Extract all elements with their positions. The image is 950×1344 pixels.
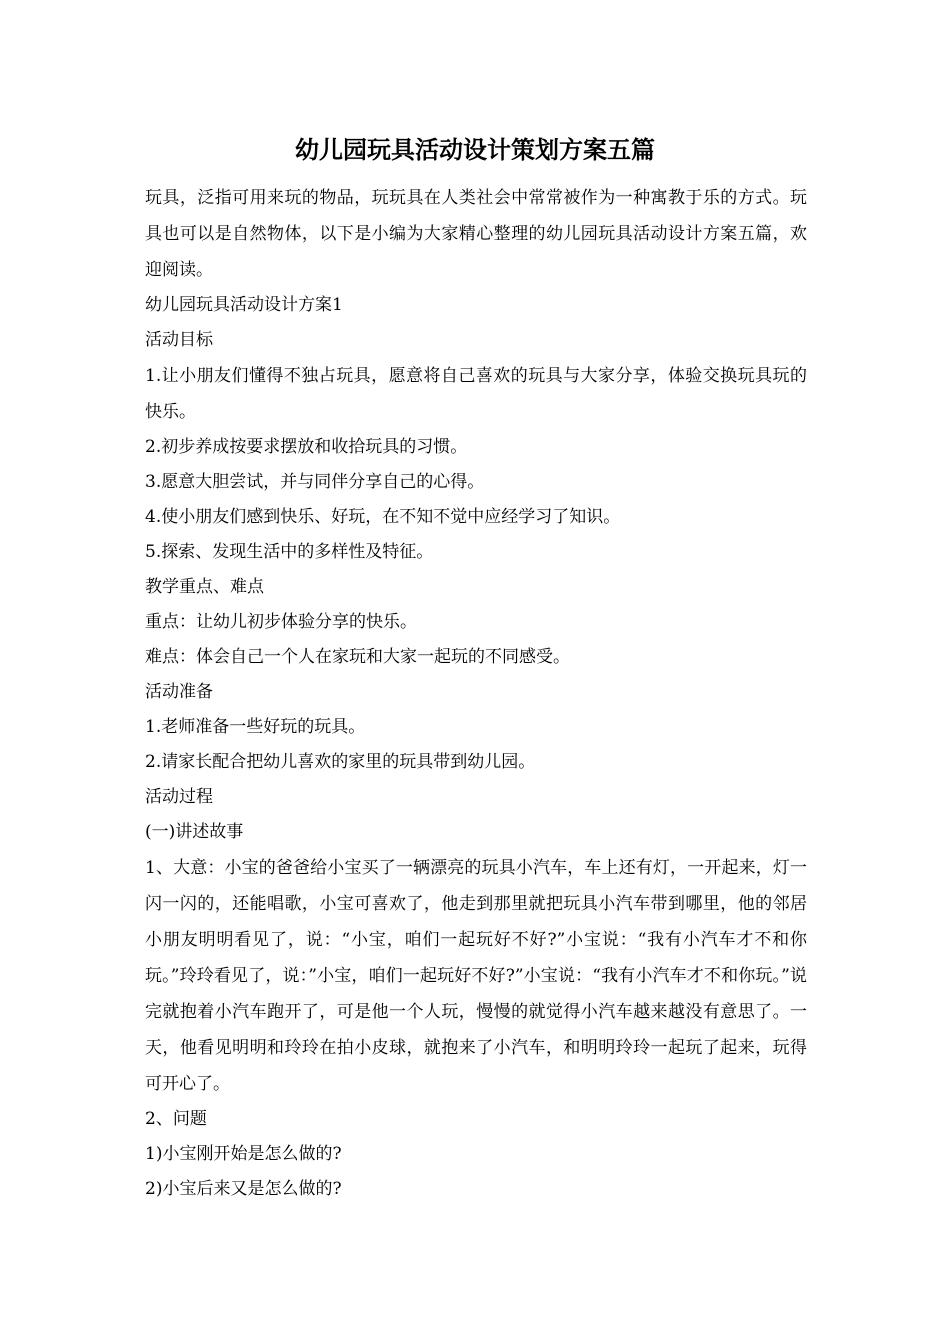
- document-title: 幼儿园玩具活动设计策划方案五篇: [295, 135, 655, 164]
- preparation-item-2: 2.请家长配合把幼儿喜欢的家里的玩具带到幼儿园。: [145, 752, 536, 772]
- difficult-point: 难点：体会自己一个人在家玩和大家一起玩的不同感受。: [145, 647, 570, 667]
- subheading-process: 活动过程: [145, 787, 213, 807]
- subheading-preparation: 活动准备: [145, 682, 213, 702]
- goal-item-1: 1.让小朋友们懂得不独占玩具，愿意将自己喜欢的玩具与大家分享，体验交换玩具玩的快乐。: [145, 366, 807, 422]
- questions-heading: 2、问题: [145, 1109, 207, 1129]
- goal-item-4: 4.使小朋友们感到快乐、好玩，在不知不觉中应经学习了知识。: [145, 507, 621, 527]
- question-item-2: 2)小宝后来又是怎么做的?: [145, 1179, 342, 1199]
- goal-item-2: 2.初步养成按要求摆放和收拾玩具的习惯。: [145, 437, 468, 457]
- document-body: [145, 180, 807, 1207]
- goal-item-5: 5.探索、发现生活中的多样性及特征。: [145, 542, 434, 562]
- preparation-item-1: 1.老师准备一些好玩的玩具。: [145, 717, 366, 737]
- story-summary-paragraph: 1、大意：小宝的爸爸给小宝买了一辆漂亮的玩具小汽车，车上还有灯，一开起来，灯一闪一闪的，还能唱歌，小宝可喜欢了，他走到那里就把玩具小汽车带到哪里，他的邻居小朋友明明看见了，说：“小宝，咱们一起玩好不好?”小宝说：“我有小汽车才不和你玩。”玲玲看见了，说：”小宝，咱们一起玩好不好?”小宝说：“我有小汽车才不和你玩。”说完就抱着小汽车跑开了，可是他一个人玩，慢慢的就觉得小汽车越来越没有意思了。一天，他看见明明和玲玲在拍小皮球，就抱来了小汽车，和明明玲玲一起玩了起来，玩得可开心了。: [145, 858, 807, 1094]
- intro-paragraph: 玩具，泛指可用来玩的物品，玩玩具在人类社会中常常被作为一种寓教于乐的方式。玩具也可以是自然物体，以下是小编为大家精心整理的幼儿园玩具活动设计方案五篇，欢迎阅读。: [145, 188, 807, 280]
- section-heading-plan-1: 幼儿园玩具活动设计方案1: [145, 295, 343, 315]
- key-point: 重点：让幼儿初步体验分享的快乐。: [145, 612, 417, 632]
- process-step-story: (一)讲述故事: [145, 822, 244, 842]
- subheading-goals: 活动目标: [145, 330, 213, 350]
- question-item-1: 1)小宝刚开始是怎么做的?: [145, 1144, 342, 1164]
- subheading-key-points: 教学重点、难点: [145, 577, 264, 597]
- goal-item-3: 3.愿意大胆尝试，并与同伴分享自己的心得。: [145, 472, 485, 492]
